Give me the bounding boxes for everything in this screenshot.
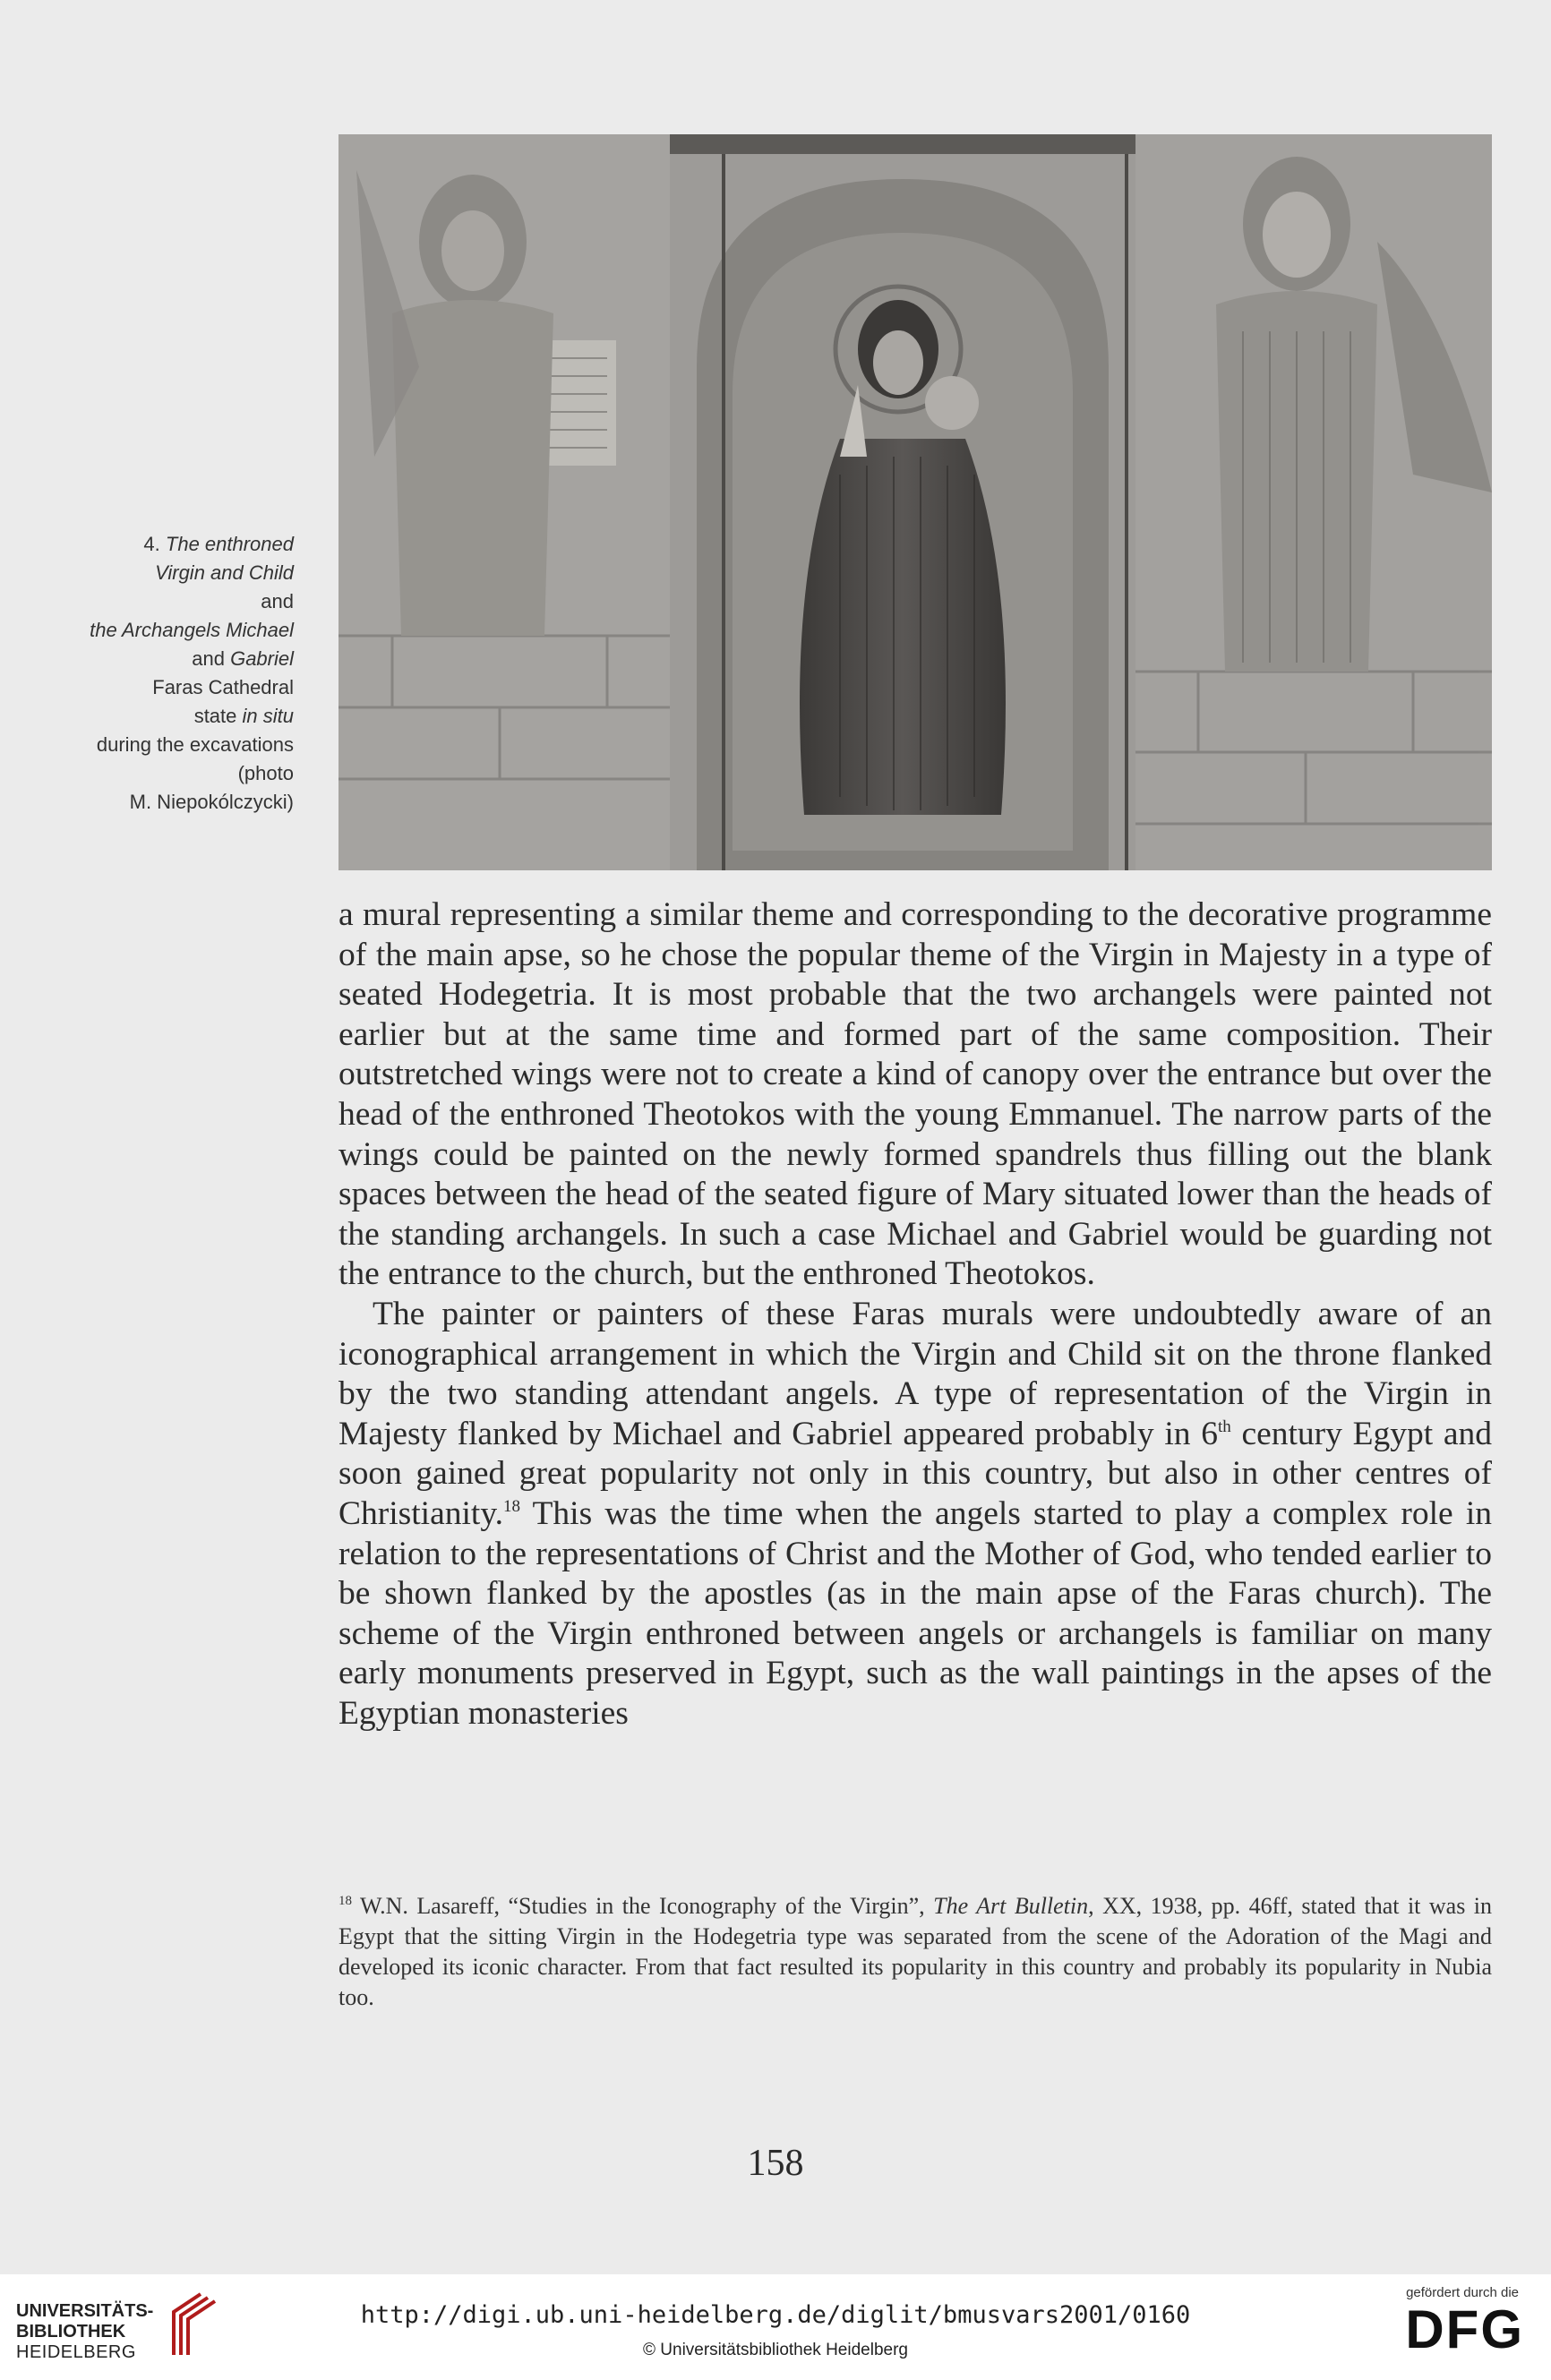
footnote-reference: 18 xyxy=(503,1496,521,1516)
caption-line: the Archangels Michael xyxy=(90,619,294,641)
copyright-notice: © Universitätsbibliothek Heidelberg xyxy=(643,2341,908,2359)
caption-line: M. Niepokólczycki) xyxy=(129,791,294,813)
paragraph: The painter or painters of these Faras murals were undoubtedly aware of an iconographical arrangement in which the Virgin and Child sit on the throne flanked by the two standing attendant angels. A type of representation of the Virgin in Majesty flanked by Michael and Gabriel appeared probably in 6th century Egypt and soon gained great popularity not only in this country, but also in other centres of Christianity.$^{18}$ This was the time when the angels started to play a complex role in relation to the representations of Christ and the Mother of God, who tended earlier to be shown flanked by the apostles (as in the main apse of the Faras church). The scheme of the Virgin enthroned between angels or archangels is familiar on many early monuments preserved in Egypt, such as the wall paintings in the apses of the Egyptian monasteries xyxy=(338,1295,1492,1732)
funding-label: gefördert durch die xyxy=(1406,2285,1519,2300)
source-url[interactable]: http://digi.ub.uni-heidelberg.de/diglit/bmusvars2001/0160 xyxy=(360,2301,1191,2329)
caption-line: and xyxy=(261,590,294,612)
library-name: UNIVERSITÄTS- BIBLIOTHEK HEIDELBERG xyxy=(16,2301,154,2362)
caption-line: (photo xyxy=(237,762,294,784)
mural-photograph xyxy=(338,134,1492,870)
mural-image xyxy=(338,134,1492,870)
dfg-logo: DFG xyxy=(1405,2299,1524,2359)
caption-line: and Gabriel xyxy=(192,647,294,670)
figure-caption xyxy=(54,530,294,817)
caption-line: 4. The enthroned xyxy=(143,533,294,555)
caption-line: during the excavations xyxy=(96,733,294,756)
paragraph: a mural representing a similar theme and corresponding to the decorative programme of the main apse, so he chose the popular theme of the Virgin in Majesty in a type of seated Hodegetria. It is most probable that the two archangels were painted not earlier but at the same time and formed part of the same composition. Their outstretched wings were not to create a kind of canopy over the entrance but over the head of the enthroned Theotokos with the young Emmanuel. The narrow parts of the wings could be painted on the newly formed spandrels thus filling out the blank spaces between the head of the seated figure of Mary situated lower than the heads of the standing archangels. In such a case Michael and Gabriel would be guarding not the entrance to the church, but the enthroned Theotokos. xyxy=(338,896,1492,1293)
caption-line: Virgin and Child xyxy=(155,561,294,584)
body-text xyxy=(338,895,1492,1734)
page-number: 158 xyxy=(747,2143,804,2184)
caption-line: Faras Cathedral xyxy=(152,676,294,698)
caption-line: state in situ xyxy=(193,705,294,727)
footnote: $^{18}$ W.N. Lasareff, “Studies in the Iconography of the Virgin”, The Art Bulletin, XX, 1938, pp. 46ff, stated that it was in Egypt that the sitting Virgin in the Hodegetria type was separated from the scene of the Adoration of the Magi and developed its iconic character. From that fact resulted its popularity in this country and probably its popularity in Nubia too. xyxy=(338,1893,1493,2010)
